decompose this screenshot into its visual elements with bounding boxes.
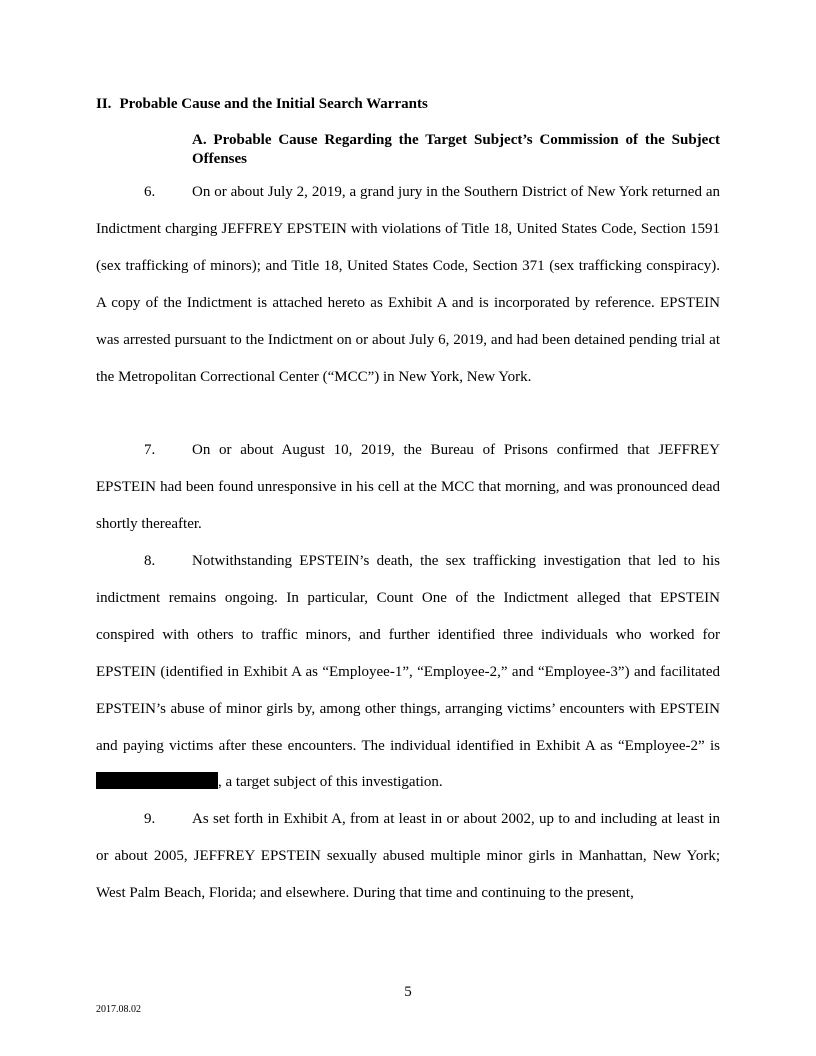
section-heading xyxy=(96,96,428,113)
paragraph-8 xyxy=(96,543,720,801)
paragraph-7 xyxy=(96,432,720,543)
subsection-heading: A. Probable Cause Regarding the Target Subject’s Commission of the Subject Offenses xyxy=(192,132,720,167)
paragraph-text-continued: , a target subject of this investigation. xyxy=(218,774,443,791)
paragraph-number: 9. xyxy=(144,811,156,827)
paragraph-6 xyxy=(96,174,720,395)
paragraph-number: 8. xyxy=(144,553,156,569)
paragraph-number: 6. xyxy=(144,184,156,200)
redaction-box xyxy=(96,772,218,789)
paragraph-text: On or about August 10, 2019, the Bureau of Prisons confirmed that JEFFREY EPSTEIN had been found unresponsive in his cell at the MCC that morning, and was pronounced dead shortly thereafter. xyxy=(96,442,720,532)
paragraph-text: On or about July 2, 2019, a grand jury in the Southern District of New York returned an Indictment charging JEFFREY EPSTEIN with violations of Title 18, United States Code, Section 1591 (sex trafficking of minors); and Title 18, United States Code, Section 371 (sex trafficking conspiracy). A copy of the Indictment is attached hereto as Exhibit A and is incorporated by reference. EPSTEIN was arrested pursuant to the Indictment on or about July 6, 2019, and had been detained pending trial at the Metropolitan Correctional Center (“MCC”) in New York, New York. xyxy=(96,184,720,385)
section-title: Probable Cause and the Initial Search Warrants xyxy=(119,96,428,112)
paragraph-text: Notwithstanding EPSTEIN’s death, the sex trafficking investigation that led to his indictment remains ongoing. In particular, Count One of the Indictment alleged that EPSTEIN conspired with others to traffic minors, and further identified three individuals who worked for EPSTEIN (identified in Exhibit A as “Employee-1”, “Employee-2,” and “Employee-3”) and facilitated EPSTEIN’s abuse of minor girls by, among other things, arranging victims’ encounters with EPSTEIN and paying victims after these encounters. The individual identified in Exhibit A as “Employee-2” is xyxy=(96,553,720,754)
paragraph-text: As set forth in Exhibit A, from at least in or about 2002, up to and including at least in or about 2005, JEFFREY EPSTEIN sexually abused multiple minor girls in Manhattan, New York; West Palm Beach, Florida; and elsewhere. During that time and continuing to the present, xyxy=(96,811,720,901)
paragraph-number: 7. xyxy=(144,442,156,458)
footer-code: 2017.08.02 xyxy=(96,1004,141,1015)
paragraph-9 xyxy=(96,801,720,912)
page-number: 5 xyxy=(404,984,412,1000)
section-number: II. xyxy=(96,96,112,112)
